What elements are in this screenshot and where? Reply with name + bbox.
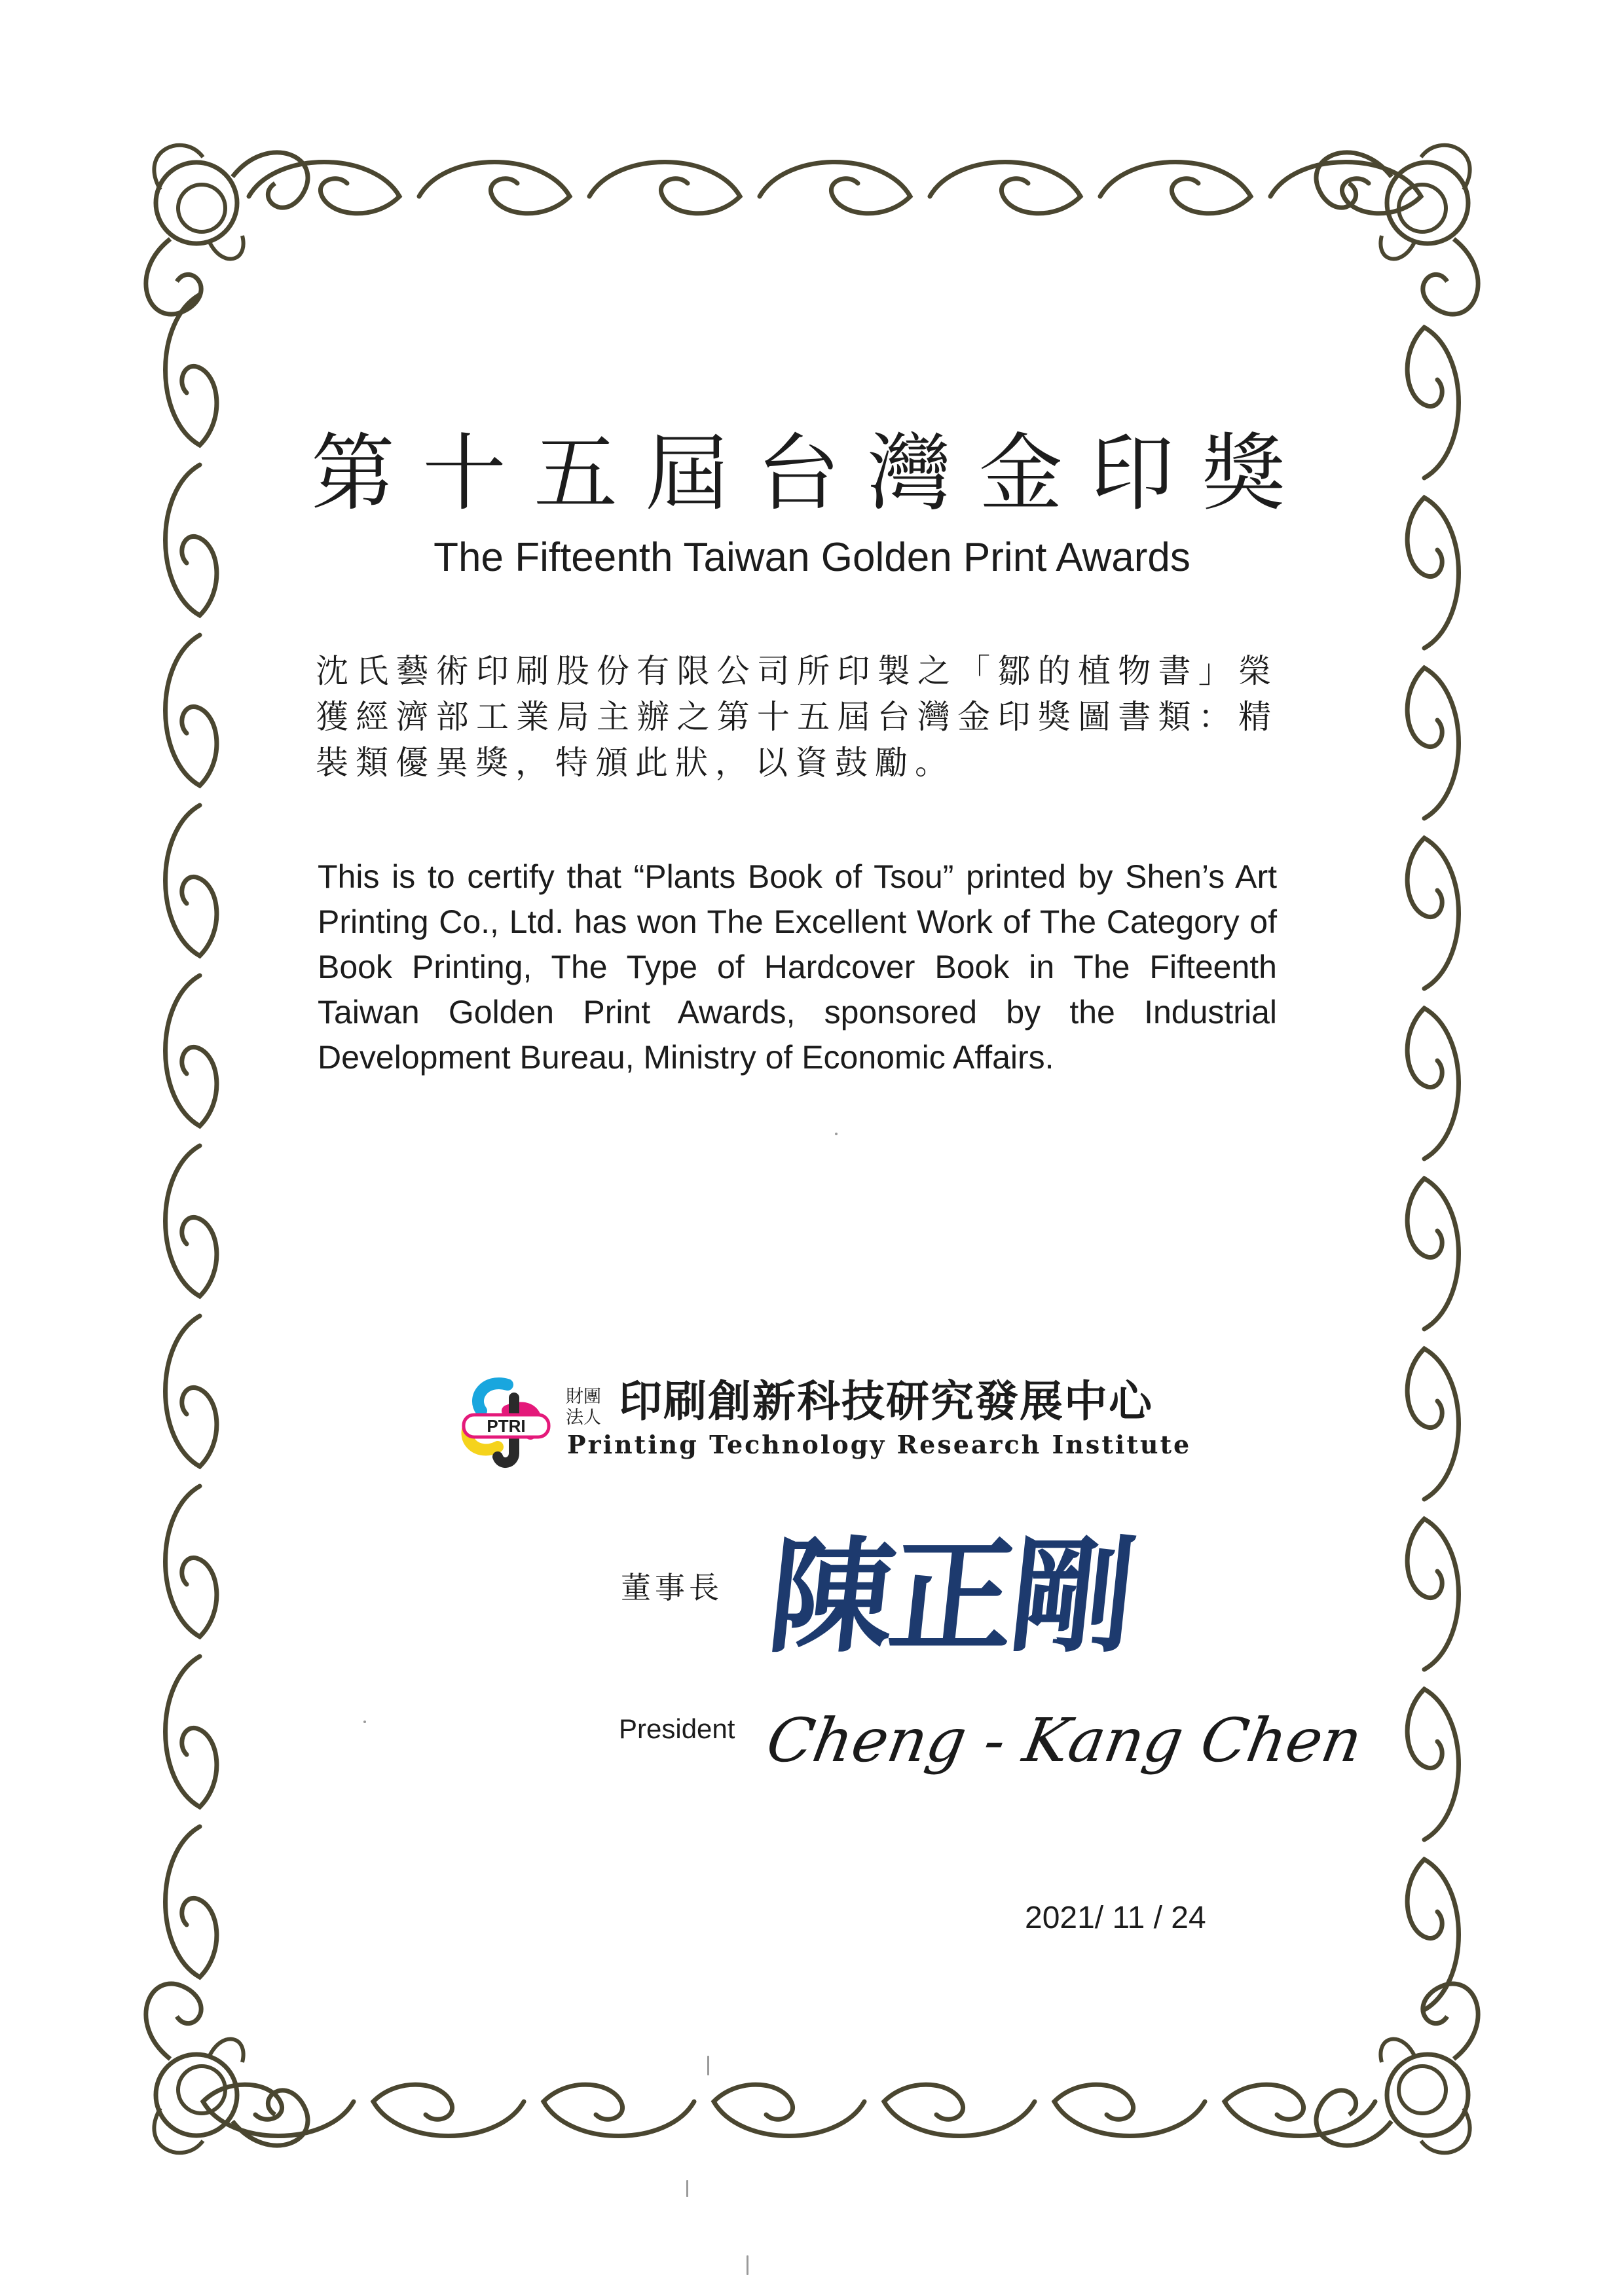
issuer-name-english: Printing Technology Research Institute	[567, 1430, 1192, 1459]
body-text-chinese: 沈氏藝術印刷股份有限公司所印製之「鄒的植物書」榮獲經濟部工業局主辦之第十五屆台灣金印獎圖書類：精裝類優異獎，特頒此狀，以資鼓勵。	[316, 652, 1278, 782]
ptri-logo-text: PTRI	[487, 1416, 526, 1436]
scan-speck	[686, 2180, 688, 2197]
signature-english	[761, 1683, 1367, 1813]
body-text-english: This is to certify that “Plants Book of Tsou” printed by Shen’s Art Printing Co., Ltd. has won The Excellent Work of The Category of Book Printing, The Type of Hardcover Book in The Fifteenth Taiwan Golden Print Awards, sponsored by the Industrial Development Bureau, Ministry of Economic Affairs.	[318, 858, 1277, 1076]
scan-speck	[835, 1133, 838, 1135]
issuer-name-chinese: 印刷創新科技研究發展中心	[619, 1376, 1153, 1427]
signature-chinese-text: 陳正剛	[762, 1523, 1139, 1669]
issue-date: 2021/ 11 / 24	[1025, 1901, 1206, 1935]
scan-speck	[363, 1721, 366, 1723]
role-english: President	[619, 1713, 735, 1744]
title-chinese: 第十五屆台灣金印獎	[310, 425, 1313, 522]
ptri-logo	[445, 1372, 570, 1470]
signature-chinese	[762, 1506, 1166, 1676]
scan-speck	[747, 2255, 748, 2275]
signature-english-text: Cheng - Kang Chen	[761, 1705, 1367, 1776]
scan-speck	[707, 2056, 709, 2075]
title-english: The Fifteenth Taiwan Golden Print Awards	[434, 535, 1190, 580]
role-chinese: 董事長	[621, 1570, 723, 1605]
issuer-prefix: 財團 法人	[566, 1387, 601, 1428]
